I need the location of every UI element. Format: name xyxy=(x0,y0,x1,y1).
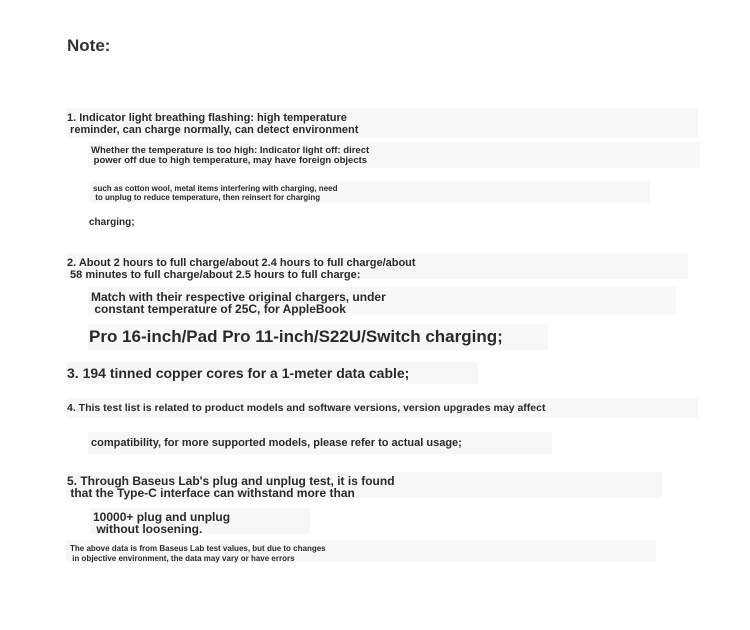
note-line: 10000+ plug and unplug xyxy=(93,510,231,524)
note-line: 4. This test list is related to product models and software versions, version upgrades may affect xyxy=(67,402,546,414)
note-item-1 xyxy=(67,112,358,136)
note-line: Pro 16-inch/Pad Pro 11-inch/S22U/Switch charging; xyxy=(89,327,503,346)
note-item-3 xyxy=(67,365,409,381)
note-line: charging; xyxy=(89,217,135,228)
note-item-5 xyxy=(67,475,395,499)
note-line: reminder, can charge normally, can detect environment xyxy=(67,124,359,136)
note-line: in objective environment, the data may vary or have errors xyxy=(70,554,295,563)
note-item-4-cont xyxy=(91,437,462,449)
note-item-5-detail xyxy=(93,511,230,535)
note-item-1-end xyxy=(89,217,135,228)
note-item-2 xyxy=(67,257,416,281)
note-line: to unplug to reduce temperature, then reinsert for charging xyxy=(93,193,321,202)
note-line: The above data is from Baseus Lab test values, but due to changes xyxy=(70,544,326,553)
note-item-2-models xyxy=(89,327,503,347)
note-item-1-detail-cont xyxy=(93,184,337,202)
note-line: that the Type-C interface can withstand more than xyxy=(67,486,355,500)
note-line: 5. Through Baseus Lab's plug and unplug test, it is found xyxy=(67,474,395,488)
note-line: 1. Indicator light breathing flashing: high temperature xyxy=(67,112,347,124)
note-line: such as cotton wool, metal items interfering with charging, need xyxy=(93,184,338,193)
note-line: 58 minutes to full charge/about 2.5 hours to full charge: xyxy=(67,269,361,281)
note-line: Match with their respective original chargers, under xyxy=(91,290,386,304)
note-line: 2. About 2 hours to full charge/about 2.4 hours to full charge/about xyxy=(67,257,416,269)
note-line: constant temperature of 25C, for AppleBook xyxy=(91,302,346,316)
note-line: Whether the temperature is too high: Indicator light off: direct xyxy=(91,145,370,156)
note-line: power off due to high temperature, may have foreign objects xyxy=(91,155,368,166)
note-line: without loosening. xyxy=(93,522,203,536)
note-item-2-detail xyxy=(91,291,386,315)
page-title: Note: xyxy=(67,36,111,55)
disclaimer xyxy=(70,544,326,564)
note-line: compatibility, for more supported models, please refer to actual usage; xyxy=(91,437,462,449)
note-line: 3. 194 tinned copper cores for a 1-meter data cable; xyxy=(67,365,410,381)
note-item-4 xyxy=(67,402,545,414)
note-item-1-detail xyxy=(91,146,369,166)
